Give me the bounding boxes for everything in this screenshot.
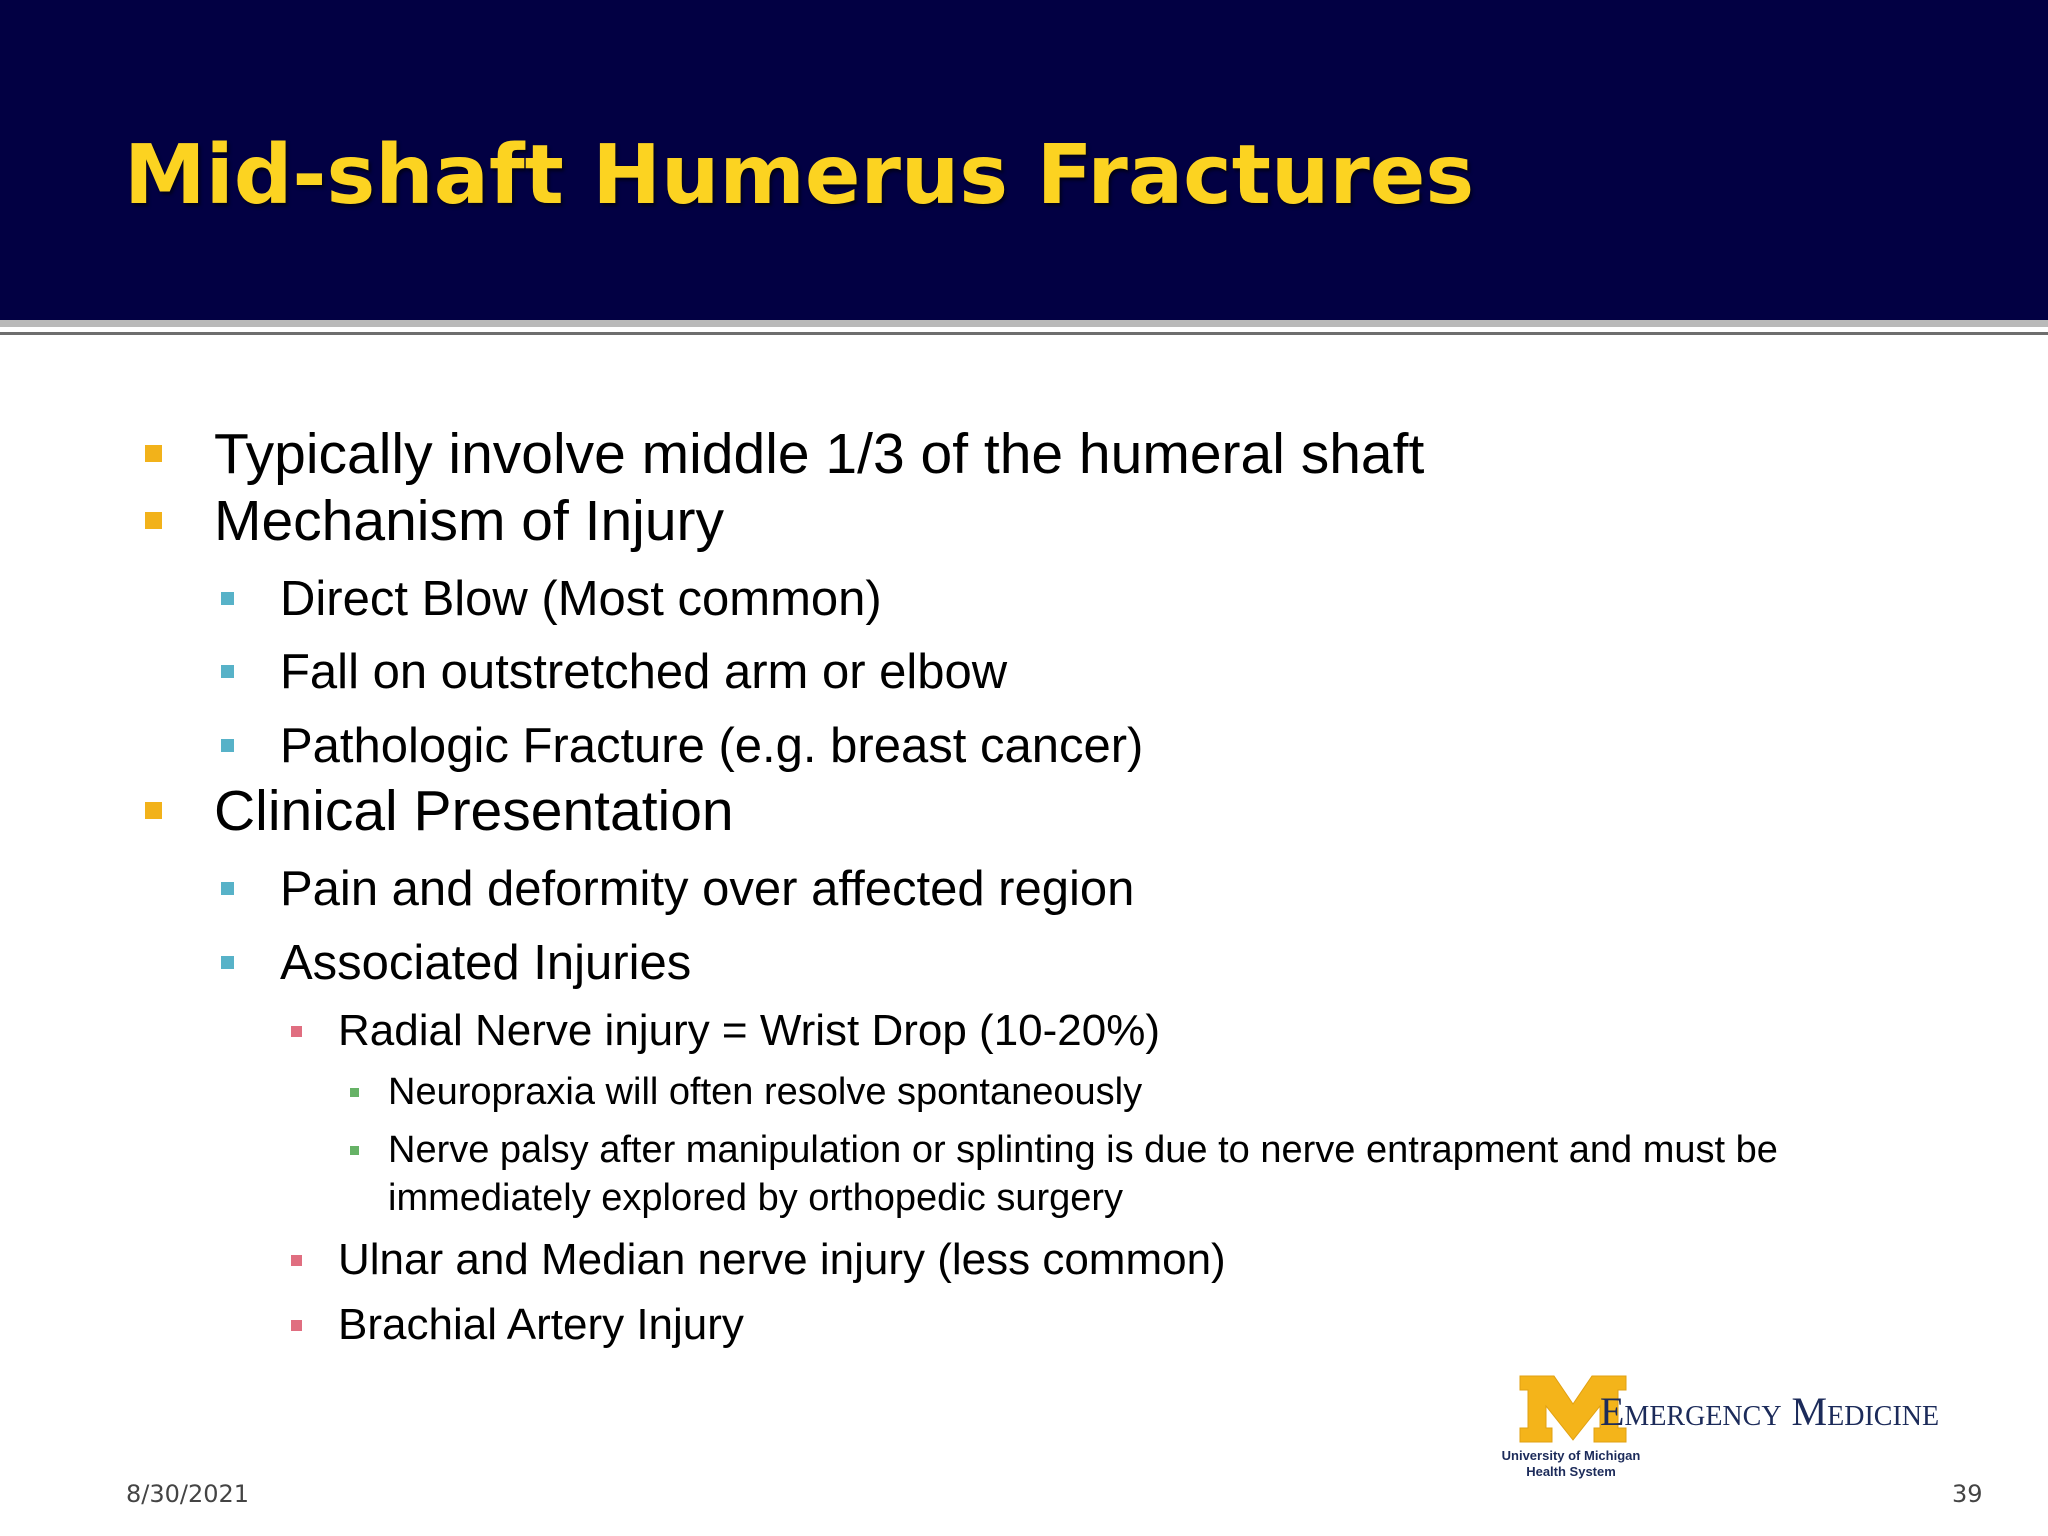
slide-number: 39 [1952, 1480, 1983, 1508]
bullet-text: Ulnar and Median nerve injury (less common) [338, 1235, 1226, 1284]
sub-sub-bullet-item [338, 1299, 744, 1351]
bullet-text: Radial Nerve injury = Wrist Drop (10-20%) [338, 1006, 1161, 1055]
bullet-text: Pathologic Fracture (e.g. breast cancer) [280, 719, 1144, 773]
slide-date: 8/30/2021 [126, 1480, 250, 1508]
level4-bullet-item [388, 1126, 1778, 1174]
sub-bullet-item [280, 570, 882, 628]
sub-sub-bullet-item [338, 1234, 1226, 1286]
bullet-text: Neuropraxia will often resolve spontaneously [388, 1071, 1143, 1113]
square-bullet-icon [145, 512, 162, 529]
logo-subtitle-line1: University of Michigan [1501, 1448, 1641, 1463]
square-bullet-icon [221, 592, 234, 605]
square-bullet-icon [291, 1255, 302, 1266]
bullet-text: Pain and deformity over affected region [280, 862, 1135, 916]
sub-bullet-item [280, 860, 1134, 918]
square-bullet-icon [291, 1026, 302, 1037]
bullet-text: Clinical Presentation [214, 779, 734, 843]
bullet-item [214, 421, 1424, 487]
sub-bullet-item [280, 934, 691, 992]
square-bullet-icon [221, 882, 234, 895]
bullet-text: immediately explored by orthopedic surgery [388, 1177, 1124, 1219]
square-bullet-icon [145, 802, 162, 819]
sub-sub-bullet-item [338, 1005, 1160, 1057]
bullet-text: Mechanism of Injury [214, 489, 725, 553]
level4-bullet-continuation [388, 1174, 1123, 1222]
logo-subtitle-line2: Health System [1526, 1464, 1616, 1479]
bullet-text: Fall on outstretched arm or elbow [280, 645, 1008, 699]
slide-title: Mid-shaft Humerus Fractures [124, 128, 1475, 223]
square-bullet-icon [350, 1088, 359, 1097]
bullet-text: Associated Injuries [280, 936, 692, 990]
bullet-text: Direct Blow (Most common) [280, 572, 882, 626]
logo-subtitle [1496, 1448, 1646, 1480]
square-bullet-icon [221, 956, 234, 969]
sub-bullet-item [280, 717, 1143, 775]
logo-title: Emergency Medicine [1600, 1389, 1940, 1434]
square-bullet-icon [291, 1320, 302, 1331]
bullet-text: Typically involve middle 1/3 of the humeral shaft [214, 422, 1425, 486]
bullet-item [214, 778, 734, 844]
emergency-medicine-logo [1496, 1370, 2016, 1490]
level4-bullet-item [388, 1068, 1142, 1116]
bullet-text: Brachial Artery Injury [338, 1300, 744, 1349]
square-bullet-icon [221, 739, 234, 752]
square-bullet-icon [145, 445, 162, 462]
square-bullet-icon [350, 1146, 359, 1155]
bullet-text: Nerve palsy after manipulation or splinting is due to nerve entrapment and must be [388, 1129, 1778, 1171]
square-bullet-icon [221, 665, 234, 678]
sub-bullet-item [280, 643, 1007, 701]
bullet-item [214, 488, 724, 554]
